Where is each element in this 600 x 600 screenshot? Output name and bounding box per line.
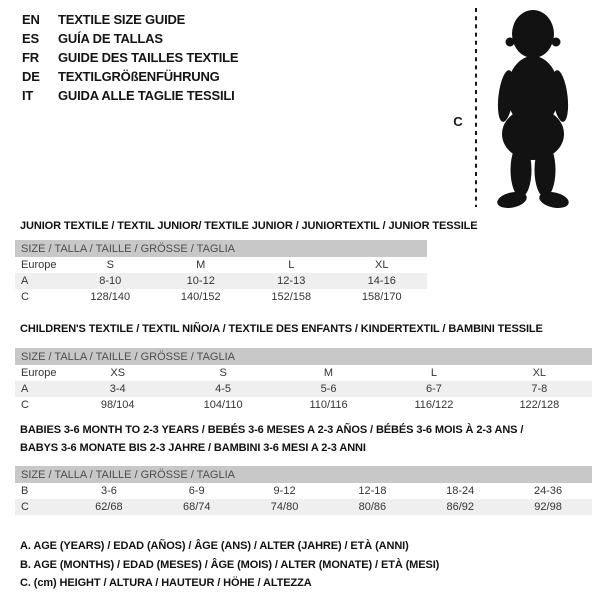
size-cell: S (219, 367, 227, 379)
size-cell: 12-13 (277, 275, 306, 287)
size-header-bar: SIZE / TALLA / TAILLE / GRÖSSE / TAGLIA (15, 466, 592, 483)
baby-height-figure (443, 4, 593, 212)
size-cell: 98/104 (100, 399, 135, 411)
size-cell: 5-6 (320, 383, 337, 395)
table-row (15, 499, 592, 515)
table-row (15, 483, 592, 499)
table-row (15, 257, 427, 273)
table-row (15, 381, 592, 397)
babies-table-rows (15, 483, 592, 515)
children-size-table (15, 348, 592, 413)
language-title-list (22, 10, 238, 105)
size-cell: 104/110 (203, 399, 243, 411)
row-label: A (21, 275, 29, 287)
size-cell: 14-16 (367, 275, 396, 287)
row-label: C (21, 399, 29, 411)
language-row-it (22, 86, 238, 105)
language-row-fr (22, 48, 238, 67)
size-cell: 12-18 (358, 485, 387, 497)
size-cell: 3-6 (100, 485, 117, 497)
language-title: GUÍA DE TALLAS (58, 31, 163, 46)
size-cell: 128/140 (90, 291, 131, 303)
size-cell: 4-5 (215, 383, 232, 395)
size-cell: 6-9 (188, 485, 205, 497)
size-cell: 7-8 (531, 383, 548, 395)
row-label: Europe (21, 367, 57, 379)
junior-size-table (15, 240, 427, 305)
size-cell: 6-7 (425, 383, 442, 395)
babies-section-title (20, 421, 523, 457)
junior-section-title: JUNIOR TEXTILE / TEXTIL JUNIOR/ TEXTILE JUNIOR / JUNIORTEXTIL / JUNIOR TESSILE (20, 220, 478, 232)
size-cell: L (288, 259, 295, 271)
size-cell: XL (532, 367, 547, 379)
row-label: C (21, 291, 29, 303)
size-cell: 9-12 (273, 485, 296, 497)
language-title: TEXTILGRÖßENFÜHRUNG (58, 69, 220, 84)
size-cell: 8-10 (99, 275, 122, 287)
language-title: TEXTILE SIZE GUIDE (58, 12, 186, 27)
table-row (15, 289, 427, 305)
language-row-de (22, 67, 238, 86)
size-cell: XS (110, 367, 126, 379)
table-row (15, 397, 592, 413)
language-title: GUIDA ALLE TAGLIE TESSILI (58, 88, 235, 103)
size-cell: 24-36 (533, 485, 563, 497)
junior-table-rows (15, 257, 427, 305)
babies-title-line-1: BABIES 3-6 MONTH TO 2-3 YEARS / BEBÉS 3-6 MESES A 2-3 AÑOS / BÉBÉS 3-6 MOIS À 2-3 ANS / (20, 424, 524, 436)
legend-line-b: B. AGE (MONTHS) / EDAD (MESES) / ÂGE (MOIS) / ALTER (MONATE) / ETÀ (MESI) (20, 558, 440, 571)
size-cell: 116/122 (414, 399, 454, 411)
row-label: Europe (21, 259, 57, 271)
language-row-es (22, 29, 238, 48)
size-cell: 10-12 (186, 275, 215, 287)
language-code: IT (22, 88, 34, 103)
size-cell: 158/170 (361, 291, 402, 303)
row-label: A (21, 383, 29, 395)
size-cell: S (106, 259, 114, 271)
size-cell: 74/80 (270, 501, 299, 513)
size-cell: 86/92 (446, 501, 474, 513)
size-cell: 62/68 (95, 501, 123, 513)
size-cell: 80/86 (358, 501, 387, 513)
language-code: FR (22, 50, 39, 65)
size-header-bar: SIZE / TALLA / TAILLE / GRÖSSE / TAGLIA (15, 348, 592, 365)
language-code: DE (22, 69, 40, 84)
language-title: GUIDE DES TAILLES TEXTILE (58, 50, 239, 65)
size-header-bar: SIZE / TALLA / TAILLE / GRÖSSE / TAGLIA (15, 240, 427, 257)
size-cell: 92/98 (534, 501, 562, 513)
babies-size-table (15, 466, 592, 515)
children-table-rows (15, 365, 592, 413)
language-code: ES (22, 31, 39, 46)
row-label: B (21, 485, 29, 497)
size-cell: 3-4 (109, 383, 126, 395)
row-label: C (21, 501, 29, 513)
size-cell: XL (375, 259, 389, 271)
size-cell: 152/158 (271, 291, 312, 303)
babies-title-line-2: BABYS 3-6 MONATE BIS 2-3 JAHRE / BAMBINI 3-6 MESI A 2-3 ANNI (20, 442, 366, 454)
size-cell: 122/128 (519, 399, 560, 411)
table-row (15, 365, 592, 381)
size-cell: 18-24 (446, 485, 475, 497)
size-cell: 140/152 (180, 291, 221, 303)
size-cell: M (196, 259, 206, 271)
baby-silhouette-icon (495, 10, 570, 210)
size-cell: M (323, 367, 334, 379)
language-row-en (22, 10, 238, 29)
height-measure-label: C (453, 114, 463, 129)
measurement-legend (20, 537, 439, 593)
size-cell: 110/116 (309, 399, 348, 411)
size-cell: 68/74 (182, 501, 211, 513)
size-cell: L (430, 367, 437, 379)
children-section-title: CHILDREN'S TEXTILE / TEXTIL NIÑO/A / TEXTILE DES ENFANTS / KINDERTEXTIL / BAMBINI TESSILE (20, 323, 543, 335)
legend-line-c: C. (cm) HEIGHT / ALTURA / HAUTEUR / HÖHE / ALTEZZA (20, 577, 312, 589)
language-code: EN (22, 12, 40, 27)
table-row (15, 273, 427, 289)
legend-line-a: A. AGE (YEARS) / EDAD (AÑOS) / ÂGE (ANS) / ALTER (JAHRE) / ETÀ (ANNI) (20, 540, 409, 552)
